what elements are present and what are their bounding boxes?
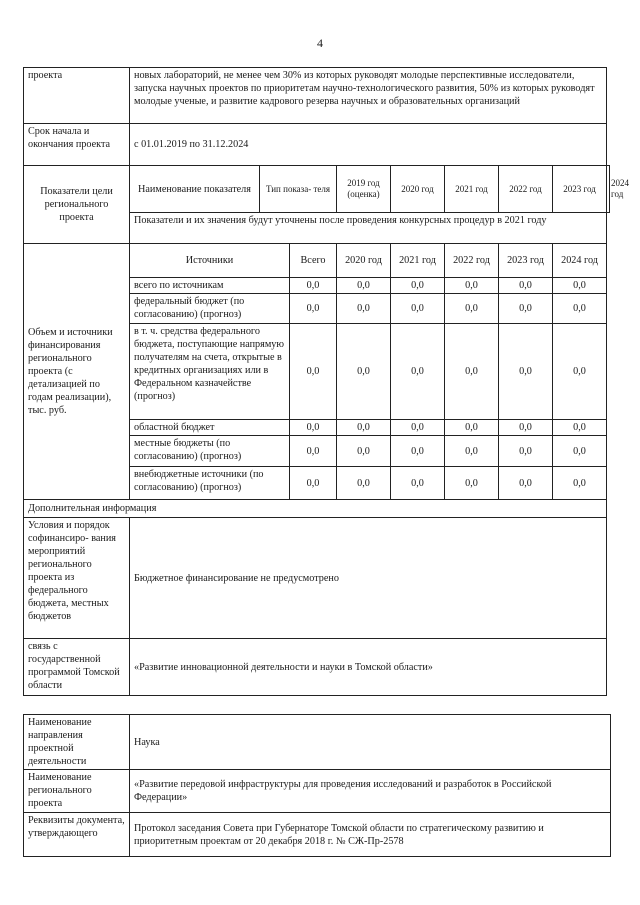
requisites-label: Реквизиты документа, утверждающего (24, 813, 130, 857)
fin-value: 0,0 (337, 436, 391, 467)
fin-header-2024: 2024 год (553, 244, 607, 278)
ind-header-2022: 2022 год (499, 166, 553, 213)
fin-value: 0,0 (391, 436, 445, 467)
fin-value: 0,0 (391, 420, 445, 436)
fin-value: 0,0 (553, 467, 607, 500)
ind-header-name: Наименование показателя (130, 166, 260, 213)
fin-header-total: Всего (290, 244, 337, 278)
passport-table (23, 67, 630, 696)
project-info-table (23, 714, 611, 857)
fin-header-2021: 2021 год (391, 244, 445, 278)
fin-row-name: в т. ч. средства федерального бюджета, поступающие напрямую получателям на счета, открытые в кредитных организациях или в Федеральном казначействе (прогноз) (130, 324, 290, 420)
fin-value: 0,0 (337, 294, 391, 324)
fin-value: 0,0 (499, 420, 553, 436)
fin-value: 0,0 (445, 294, 499, 324)
fin-value: 0,0 (290, 467, 337, 500)
indicators-label: Показатели цели регионального проекта (24, 166, 130, 244)
fin-value: 0,0 (337, 420, 391, 436)
fin-value: 0,0 (499, 324, 553, 420)
ind-header-2020: 2020 год (391, 166, 445, 213)
cofinancing-label: Условия и порядок софинансиро- вания мероприятий регионального проекта из федерального бюджета, местных бюджетов (24, 518, 130, 639)
fin-row-name: областной бюджет (130, 420, 290, 436)
fin-value: 0,0 (290, 294, 337, 324)
ind-header-2021: 2021 год (445, 166, 499, 213)
ind-header-2019: 2019 год (оценка) (337, 166, 391, 213)
fin-value: 0,0 (391, 294, 445, 324)
fin-value: 0,0 (445, 324, 499, 420)
fin-value: 0,0 (337, 278, 391, 294)
cofinancing-value: Бюджетное финансирование не предусмотрено (130, 518, 607, 639)
fin-value: 0,0 (553, 278, 607, 294)
indicators-note: Показатели и их значения будут уточнены после проведения конкурсных процедур в 2021 году (130, 213, 607, 244)
fin-value: 0,0 (499, 278, 553, 294)
direction-label: Наименование направления проектной деятельности (24, 715, 130, 770)
fin-header-sources: Источники (130, 244, 290, 278)
finance-label: Объем и источники финансирования регионального проекта (с детализацией по годам реализации), тыс. руб. (24, 244, 130, 500)
regional-project-label: Наименование регионального проекта (24, 770, 130, 813)
fin-row-name: всего по источникам (130, 278, 290, 294)
page-number: 4 (317, 36, 323, 50)
fin-value: 0,0 (290, 436, 337, 467)
fin-value: 0,0 (553, 420, 607, 436)
term-label: Срок начала и окончания проекта (24, 124, 130, 166)
fin-value: 0,0 (553, 294, 607, 324)
term-value: с 01.01.2019 по 31.12.2024 (130, 124, 607, 166)
fin-value: 0,0 (445, 467, 499, 500)
additional-info-heading: Дополнительная информация (24, 500, 607, 518)
regional-project-value: «Развитие передовой инфраструктуры для проведения исследований и разработок в Российской Федерации» (130, 770, 611, 813)
fin-header-2020: 2020 год (337, 244, 391, 278)
fin-value: 0,0 (290, 324, 337, 420)
project-label: проекта (24, 68, 130, 124)
program-link-label: связь с государственной программой Томской области (24, 639, 130, 696)
fin-value: 0,0 (553, 436, 607, 467)
fin-value: 0,0 (337, 467, 391, 500)
fin-value: 0,0 (445, 436, 499, 467)
fin-value: 0,0 (499, 436, 553, 467)
fin-row-name: федеральный бюджет (по согласованию) (прогноз) (130, 294, 290, 324)
fin-value: 0,0 (337, 324, 391, 420)
fin-header-2023: 2023 год (499, 244, 553, 278)
fin-value: 0,0 (391, 467, 445, 500)
fin-value: 0,0 (499, 294, 553, 324)
direction-value: Наука (130, 715, 611, 770)
requisites-value: Протокол заседания Совета при Губернаторе Томской области по стратегическому развитию и приоритетным проектам от 20 декабря 2018 г. № СЖ-Пр-2578 (130, 813, 611, 857)
fin-value: 0,0 (391, 324, 445, 420)
ind-header-2023: 2023 год (553, 166, 607, 213)
fin-value: 0,0 (290, 420, 337, 436)
project-text: новых лабораторий, не менее чем 30% из которых руководят молодые перспективные исследователи, запуска научных проектов по приоритетам научно-технологического развития, 50% из которых руководят молодые ученые, и развитие кадрового резерва научных и образовательных организаций (130, 68, 607, 124)
fin-value: 0,0 (553, 324, 607, 420)
ind-header-type: Тип показа- теля (260, 166, 337, 213)
ind-header-2024: 2024 год (607, 166, 610, 213)
fin-value: 0,0 (290, 278, 337, 294)
fin-row-name: внебюджетные источники (по согласованию) (прогноз) (130, 467, 290, 500)
fin-value: 0,0 (499, 467, 553, 500)
fin-value: 0,0 (445, 278, 499, 294)
fin-value: 0,0 (445, 420, 499, 436)
program-link-value: «Развитие инновационной деятельности и науки в Томской области» (130, 639, 607, 696)
fin-row-name: местные бюджеты (по согласованию) (прогноз) (130, 436, 290, 467)
fin-header-2022: 2022 год (445, 244, 499, 278)
fin-value: 0,0 (391, 278, 445, 294)
